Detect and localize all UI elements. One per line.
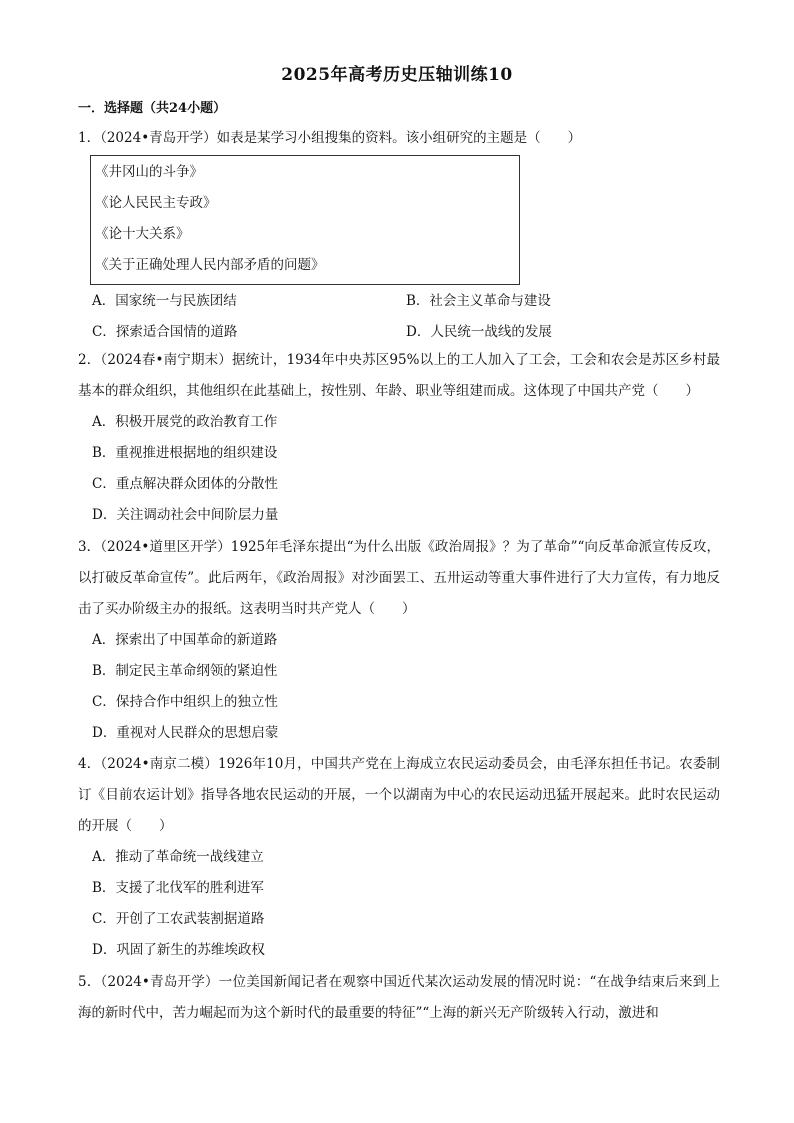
question-5 [78,967,720,1029]
section-heading: 一．选择题（共24小题） [78,101,227,116]
option-d[interactable]: D．重视对人民群众的思想启蒙 [92,725,279,741]
question-stem: 3．（2024•道里区开学）1925年毛泽东提出“为什么出版《政治周报》？为了革命”“向反革命派宣传反攻，以打破反革命宣传”。此后两年，《政治周报》对沙面罢工、五卅运动等重大事件进行了大力宣传，有力地反击了买办阶级主办的报纸。这表明当时共产党人（ ） [78,539,720,617]
option-d[interactable]: D．关注调动社会中间阶层力量 [92,507,279,523]
option-d[interactable]: D．人民统一战线的发展 [406,324,552,340]
option-a[interactable]: A．国家统一与民族团结 [92,293,237,309]
question-2 [78,345,720,531]
table-row: 《论人民民主专政》 [95,195,217,211]
options-list [78,286,720,348]
option-b[interactable]: B．重视推进根据地的组织建设 [92,445,278,461]
option-d[interactable]: D．巩固了新生的苏维埃政权 [92,942,265,958]
table-row: 《井冈山的斗争》 [95,164,203,180]
page-title: 2025年高考历史压轴训练10 [281,65,513,85]
option-a[interactable]: A．积极开展党的政治教育工作 [92,414,278,430]
option-b[interactable]: B．支援了北伐军的胜利进军 [92,880,264,896]
question-3 [78,532,720,749]
options-list [78,625,720,749]
option-b[interactable]: B．社会主义革命与建设 [406,293,551,309]
question-stem: 4．（2024•南京二模）1926年10月，中国共产党在上海成立农民运动委员会，由毛泽东担任书记。农委制订《目前农运计划》指导各地农民运动的开展，一个以湖南为中心的农民运动迅猛开展起来。此时农民运动的开展（ ） [78,756,720,834]
question-4 [78,749,720,966]
option-c[interactable]: C．开创了工农武装割据道路 [92,911,265,927]
question-stem: 2．（2024春•南宁期末）据统计，1934年中央苏区95%以上的工人加入了工会，工会和农会是苏区乡村最基本的群众组织，其他组织在此基础上，按性别、年龄、职业等组建而成。这体现了中国共产党（ ） [78,352,720,399]
table-row: 《论十大关系》 [95,226,190,242]
option-b[interactable]: B．制定民主革命纲领的紧迫性 [92,663,278,679]
option-c[interactable]: C．重点解决群众团体的分散性 [92,476,278,492]
option-a[interactable]: A．探索出了中国革命的新道路 [92,632,278,648]
question-stem: 5．（2024•青岛开学）一位美国新闻记者在观察中国近代某次运动发展的情况时说：“在战争结束后来到上海的新时代中，苦力崛起而为这个新时代的最重要的特征”“上海的新兴无产阶级转入行动，激进和 [78,974,720,1021]
options-list [78,407,720,531]
option-a[interactable]: A．推动了革命统一战线建立 [92,849,264,865]
option-c[interactable]: C．探索适合国情的道路 [92,324,238,340]
question-stem: 1．（2024•青岛开学）如表是某学习小组搜集的资料。该小组研究的主题是（ ） [78,130,582,146]
question-1 [78,123,720,348]
table-row: 《关于正确处理人民内部矛盾的问题》 [95,257,325,273]
options-list [78,842,720,966]
option-c[interactable]: C．保持合作中组织上的独立性 [92,694,278,710]
source-table [90,155,520,285]
